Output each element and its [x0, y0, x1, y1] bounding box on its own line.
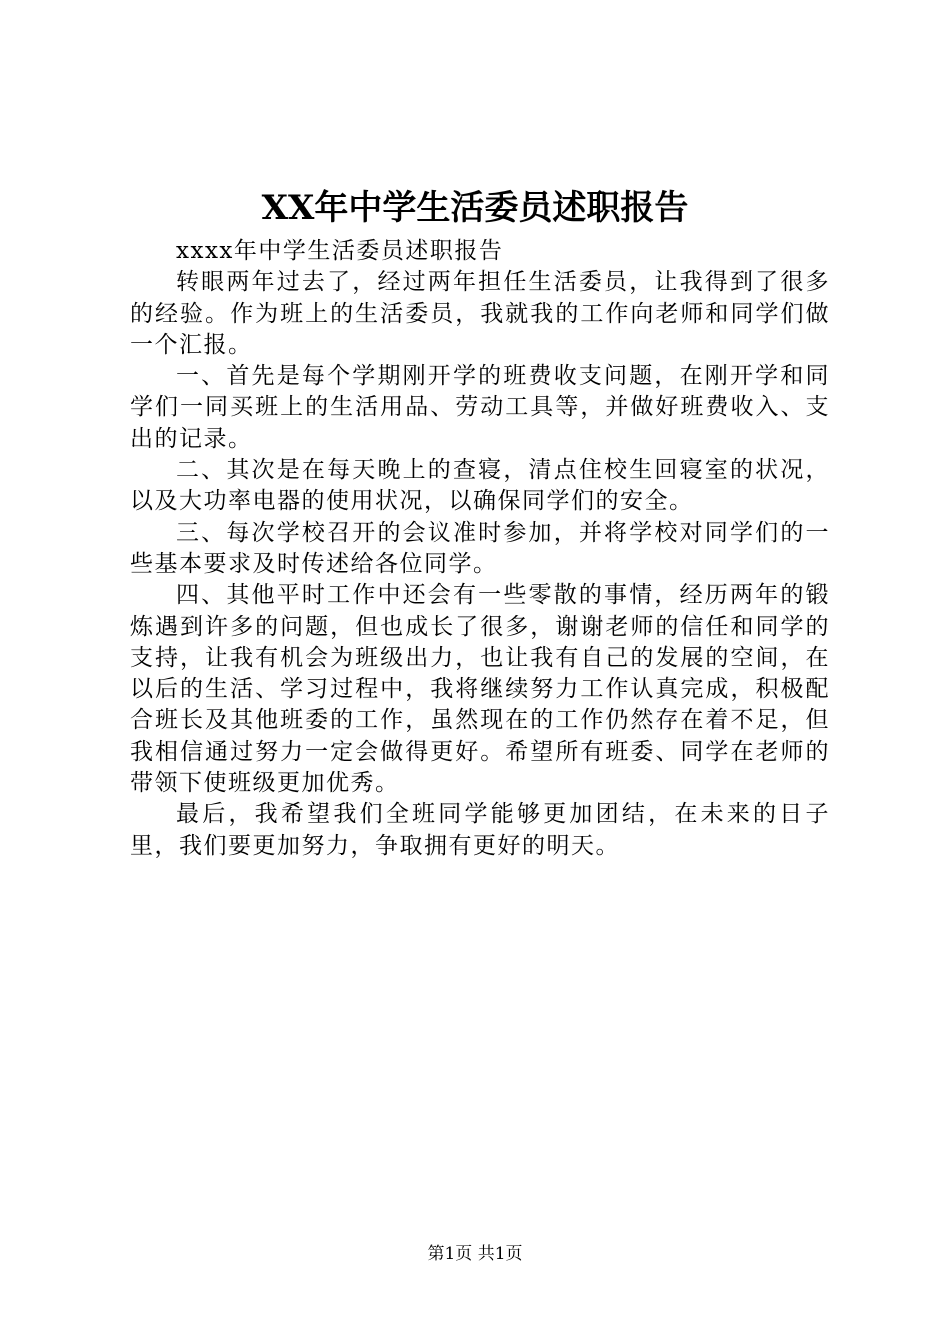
- body-paragraph: 转眼两年过去了，经过两年担任生活委员，让我得到了很多的经验。作为班上的生活委员，我就我的工作向老师和同学们做一个汇报。: [130, 269, 830, 358]
- body-paragraph: 三、每次学校召开的会议准时参加，并将学校对同学们的一些基本要求及时传述给各位同学。: [130, 519, 830, 577]
- document-title: XX年中学生活委员述职报告: [261, 188, 689, 228]
- body-paragraph: 最后，我希望我们全班同学能够更加团结，在未来的日子里，我们要更加努力，争取拥有更好的明天。: [130, 801, 830, 859]
- body-paragraph: xxxx年中学生活委员述职报告: [176, 238, 504, 264]
- body-paragraph: 二、其次是在每天晚上的查寝，清点住校生回寝室的状况，以及大功率电器的使用状况，以确保同学们的安全。: [130, 457, 830, 515]
- body-paragraph: 四、其他平时工作中还会有一些零散的事情，经历两年的锻炼遇到许多的问题，但也成长了很多，谢谢老师的信任和同学的支持，让我有机会为班级出力，也让我有自己的发展的空间，在以后的生活、学习过程中，我将继续努力工作认真完成，积极配合班长及其他班委的工作，虽然现在的工作仍然存在着不足，但我相信通过努力一定会做得更好。希望所有班委、同学在老师的带领下使班级更加优秀。: [130, 582, 830, 797]
- body-paragraph: 一、首先是每个学期刚开学的班费收支问题，在刚开学和同学们一同买班上的生活用品、劳动工具等，并做好班费收入、支出的记录。: [130, 363, 830, 452]
- page-number-footer: 第1页 共1页: [427, 1244, 523, 1264]
- document-body: [130, 236, 830, 862]
